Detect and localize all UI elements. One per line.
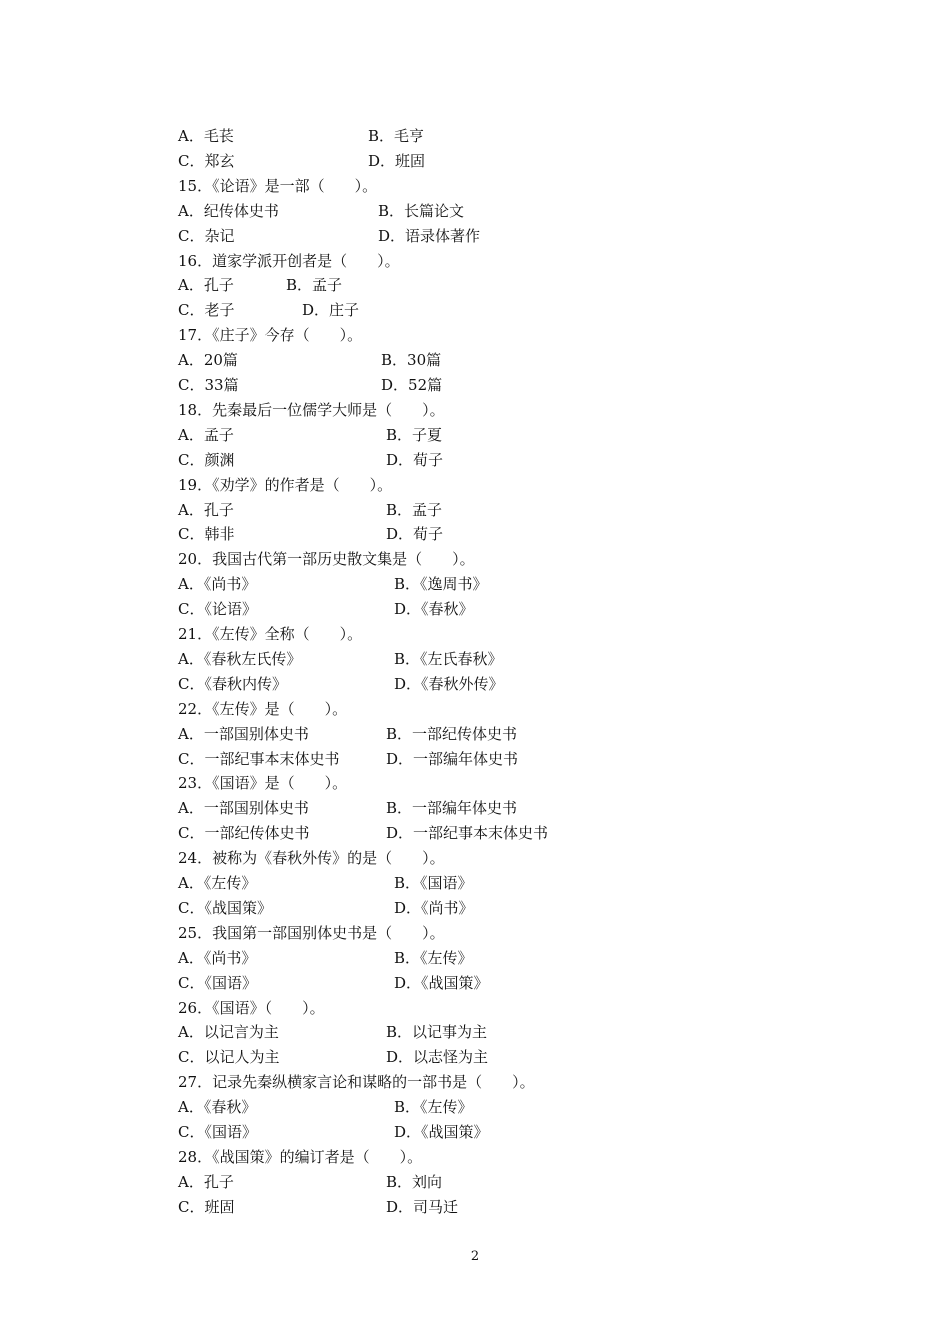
option-a-c: C．《论语》	[178, 600, 257, 619]
option-a-c: C．以记人为主	[178, 1048, 280, 1067]
option-a-c: C．颜渊	[178, 450, 235, 469]
option-b-d: D．荀子	[386, 450, 444, 469]
option-b-d: B．《左氏春秋》	[394, 649, 503, 668]
option-a-c: C．《国语》	[178, 973, 257, 992]
option-b-d: B．30篇	[381, 351, 442, 370]
option-b-d: D．荀子	[386, 525, 444, 544]
option-b-d: D．《战国策》	[394, 973, 489, 992]
option-a-c: C．老子	[178, 301, 235, 320]
option-b-d: B．子夏	[386, 425, 443, 444]
option-a-c: A．《尚书》	[178, 575, 257, 594]
option-a-c: C．《国语》	[178, 1123, 257, 1141]
option-b-d: B．一部编年体史书	[386, 799, 518, 818]
option-a-c: A．纪传体史书	[178, 201, 279, 220]
option-b-d: D．一部编年体史书	[386, 749, 519, 768]
option-b-d: B．孟子	[286, 276, 343, 295]
question-stem: 26．《国语》（ ）。	[178, 998, 325, 1017]
option-b-d: D．《尚书》	[394, 898, 474, 917]
question-stem: 18．先秦最后一位儒学大师是（ ）。	[178, 400, 445, 419]
question-stem: 28．《战国策》的编订者是（ ）。	[178, 1147, 423, 1166]
option-b-d: B．孟子	[386, 500, 443, 519]
option-b-d: D．司马迁	[386, 1197, 459, 1216]
option-a-c: A．一部国别体史书	[178, 724, 309, 743]
option-a-c: A．孟子	[178, 425, 234, 444]
option-a-c: A．《春秋左氏传》	[178, 649, 302, 668]
question-stem: 27．记录先秦纵横家言论和谋略的一部书是（ ）。	[178, 1073, 535, 1092]
option-a-c: A．《尚书》	[178, 948, 257, 967]
page-number: 2	[470, 1249, 480, 1264]
option-b-d: B．长篇论文	[378, 201, 465, 220]
option-a-c: C．一部纪传体史书	[178, 824, 310, 843]
question-stem: 25．我国第一部国别体史书是（ ）。	[178, 923, 445, 942]
option-b-d: D．《战国策》	[394, 1123, 489, 1141]
question-stem: 20．我国古代第一部历史散文集是（ ）。	[178, 550, 475, 569]
option-a-c: C．韩非	[178, 525, 235, 544]
option-a-c: C．33篇	[178, 376, 239, 394]
option-a-c: C．郑玄	[178, 151, 235, 170]
option-a-c: C．班固	[178, 1197, 235, 1216]
option-b-d: D．一部纪事本末体史书	[386, 824, 549, 843]
option-a-c: A．孔子	[178, 500, 234, 519]
option-b-d: D．班固	[368, 151, 426, 170]
option-a-c: C．一部纪事本末体史书	[178, 749, 340, 768]
question-stem: 19．《劝学》的作者是（ ）。	[178, 475, 393, 494]
option-a-c: A．以记言为主	[178, 1023, 279, 1042]
option-b-d: B．刘向	[386, 1172, 443, 1191]
option-b-d: B．《左传》	[394, 1098, 473, 1117]
question-stem: 24．被称为《春秋外传》的是（ ）。	[178, 849, 445, 868]
option-b-d: D．以志怪为主	[386, 1048, 489, 1067]
option-a-c: C．杂记	[178, 226, 235, 245]
option-b-d: D．语录体著作	[378, 226, 481, 245]
option-a-c: A．孔子	[178, 276, 234, 295]
option-b-d: B．《国语》	[394, 874, 473, 892]
question-stem: 23．《国语》是（ ）。	[178, 774, 348, 793]
option-a-c: A．一部国别体史书	[178, 799, 309, 818]
option-a-c: A．《左传》	[178, 874, 257, 892]
option-a-c: C．《战国策》	[178, 898, 272, 917]
option-a-c: A．《春秋》	[178, 1098, 257, 1117]
question-stem: 15．《论语》是一部（ ）。	[178, 176, 378, 195]
option-a-c: A．20篇	[178, 351, 238, 370]
option-b-d: B．《逸周书》	[394, 575, 488, 594]
option-a-c: A．孔子	[178, 1172, 234, 1191]
option-a-c: C．《春秋内传》	[178, 674, 287, 693]
option-b-d: B．以记事为主	[386, 1023, 488, 1042]
question-stem: 21．《左传》全称（ ）。	[178, 625, 363, 643]
question-stem: 17．《庄子》今存（ ）。	[178, 326, 363, 345]
question-stem: 22．《左传》是（ ）。	[178, 699, 348, 718]
option-b-d: B．《左传》	[394, 948, 473, 967]
option-b-d: B．一部纪传体史书	[386, 724, 518, 743]
option-a-c: A．毛苌	[178, 127, 234, 145]
option-b-d: D．庄子	[302, 301, 360, 320]
option-b-d: D．《春秋》	[394, 600, 474, 619]
option-b-d: D．52篇	[381, 376, 443, 394]
option-b-d: B．毛亨	[368, 127, 425, 145]
option-b-d: D．《春秋外传》	[394, 674, 504, 693]
question-stem: 16．道家学派开创者是（ ）。	[178, 251, 400, 270]
